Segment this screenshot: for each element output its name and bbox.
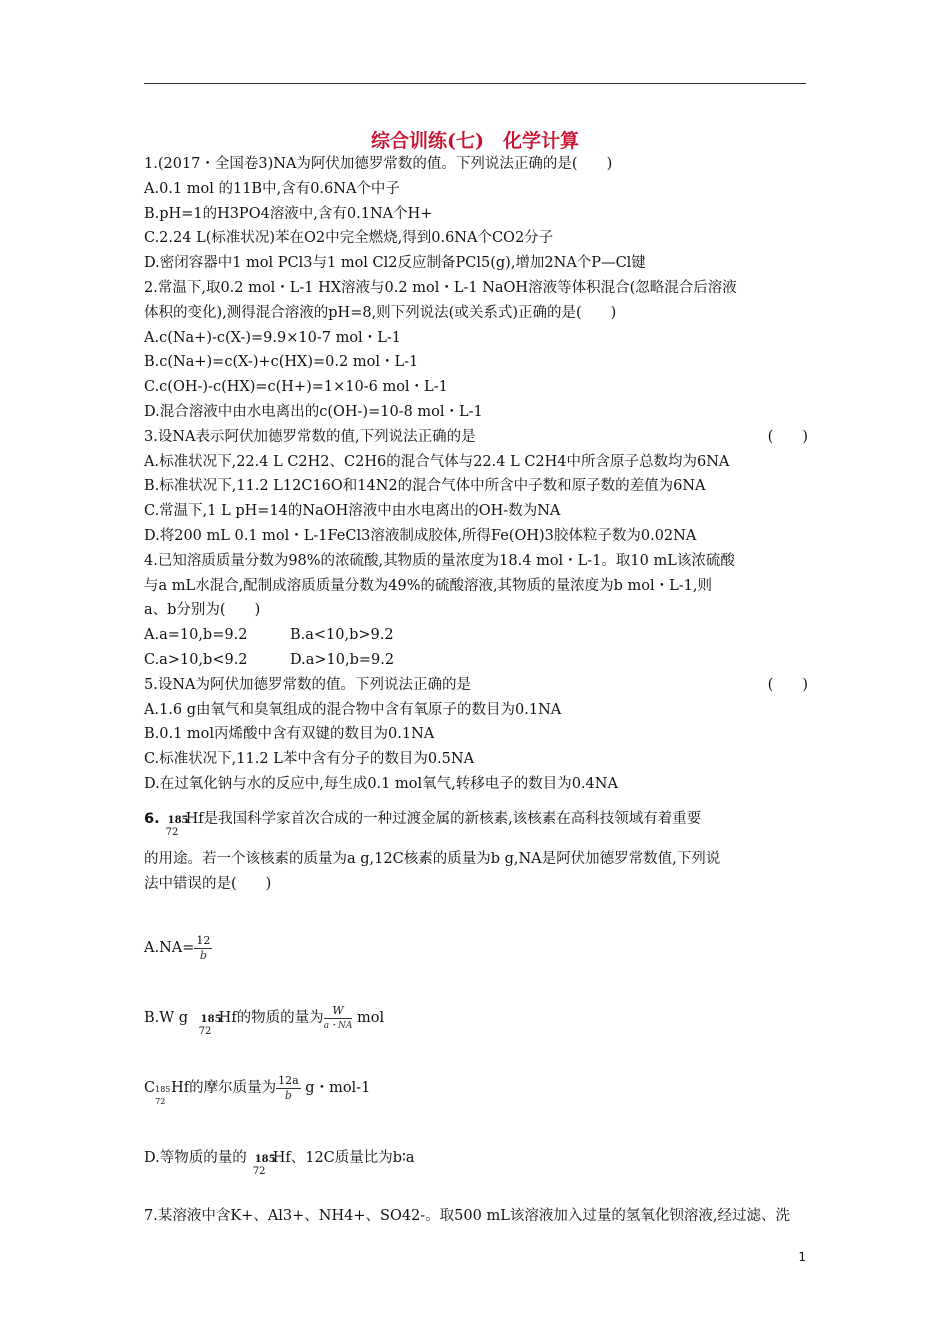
q3-answer-paren: ( ) xyxy=(767,428,808,445)
q6-stem-line1 xyxy=(144,801,808,837)
q5-option-a: A.1.6 g由氧气和臭氧组成的混合物中含有氧原子的数目为0.1NA xyxy=(144,701,562,718)
q6-option-a: A.NA= $\frac{12}{b}$ xyxy=(144,933,211,962)
q6-option-b: B.W g 185 72 Hf的物质的量为 $\frac{W}{a・NA}$ mol xyxy=(144,1003,385,1038)
document-body xyxy=(144,152,808,1232)
q4-option-b: B.a<10,b>9.2 xyxy=(290,627,394,644)
q4-options-row2 xyxy=(144,648,808,673)
q7-stem: 7.某溶液中含K+、Al3+、NH4+、SO42-。取500 mL该溶液加入过量的氢氧化钡溶液,经过滤、洗 xyxy=(144,1208,790,1225)
q5-option-b: B.0.1 mol丙烯酸中含有双键的数目为0.1NA xyxy=(144,726,435,743)
q1-option-a: A.0.1 mol 的11B中,含有0.6NA个中子 xyxy=(144,180,400,197)
q2-option-d: D.混合溶液中由水电离出的c(OH-)=10-8 mol・L-1 xyxy=(144,403,483,420)
page-number: 1 xyxy=(798,1250,806,1264)
q2-option-c: C.c(OH-)-c(HX)=c(H+)=1×10-6 mol・L-1 xyxy=(144,379,448,396)
q4-option-a: A.a=10,b=9.2 xyxy=(144,627,248,644)
q3-option-d: D.将200 mL 0.1 mol・L-1FeCl3溶液制成胶体,所得Fe(OH)3胶体粒子数为0.02NA xyxy=(144,527,697,544)
q4-stem-line2: 与a mL水混合,配制成溶质质量分数为49%的硫酸溶液,其物质的量浓度为b mol・L-1,则 xyxy=(144,577,712,594)
q4-stem-line1: 4.已知溶质质量分数为98%的浓硫酸,其物质的量浓度为18.4 mol・L-1。取10 mL该浓硫酸 xyxy=(144,552,735,569)
hf-nuclide-symbol: 185 72 xyxy=(252,1154,276,1178)
q2-stem-line2: 体积的变化),测得混合溶液的pH=8,则下列说法(或关系式)正确的是( ) xyxy=(144,304,617,321)
q6-stem-line2: 的用途。若一个该核素的质量为a g,12C核素的质量为b g,NA是阿伏加德罗常数值,下列说 xyxy=(144,850,721,867)
q3-option-c: C.常温下,1 L pH=14的NaOH溶液中由水电离出的OH-数为NA xyxy=(144,503,561,520)
q2-option-a: A.c(Na+)-c(X-)=9.9×10-7 mol・L-1 xyxy=(144,329,401,346)
q2-option-b: B.c(Na+)=c(X-)+c(HX)=0.2 mol・L-1 xyxy=(144,354,419,371)
q5-option-d: D.在过氧化钠与水的反应中,每生成0.1 mol氧气,转移电子的数目为0.4NA xyxy=(144,775,618,792)
hf-nuclide-symbol: 185 72 xyxy=(165,814,189,838)
page-title: 综合训练(七) 化学计算 xyxy=(371,130,579,152)
hf-nuclide-symbol: 185 72 xyxy=(198,1014,222,1038)
q5-answer-paren: ( ) xyxy=(767,676,808,693)
q1-option-b: B.pH=1的H3PO4溶液中,含有0.1NA个H+ xyxy=(144,205,433,222)
fraction-12-over-b: $\frac{12}{b}$ xyxy=(196,933,211,962)
q4-options-row1 xyxy=(144,623,808,648)
q5-option-c: C.标准状况下,11.2 L苯中含有分子的数目为0.5NA xyxy=(144,751,475,768)
q4-stem-line3: a、b分别为( ) xyxy=(144,602,261,619)
q5-stem: 5.设NA为阿伏加德罗常数的值。下列说法正确的是 xyxy=(144,676,471,693)
q3-stem-line xyxy=(144,425,808,450)
q3-option-b: B.标准状况下,11.2 L12C16O和14N2的混合气体中所含中子数和原子数的差值为6NA xyxy=(144,478,706,495)
q6-option-c: C 185 72 Hf的摩尔质量为 $\frac{12a}{b}$ g・mol-1 xyxy=(144,1073,371,1107)
header-rule xyxy=(144,83,806,84)
q6-option-d: D.等物质的量的 185 72 Hf、12C质量比为b∶a xyxy=(144,1150,415,1178)
q3-option-a: A.标准状况下,22.4 L C2H2、C2H6的混合气体与22.4 L C2H4中所含原子总数均为6NA xyxy=(144,453,730,470)
q1-option-d: D.密闭容器中1 mol PCl3与1 mol Cl2反应制备PCl5(g),增加2NA个P—Cl键 xyxy=(144,255,646,272)
q3-stem: 3.设NA表示阿伏加德罗常数的值,下列说法正确的是 xyxy=(144,428,476,445)
q6-stem-line3: 法中错误的是( ) xyxy=(144,875,272,892)
q4-option-d: D.a>10,b=9.2 xyxy=(290,651,395,668)
q1-stem: 1.(2017・全国卷3)NA为阿伏加德罗常数的值。下列说法正确的是( ) xyxy=(144,156,613,172)
hf-nuclide-symbol: 185 72 xyxy=(155,1085,171,1107)
q5-stem-line xyxy=(144,673,808,698)
q4-option-c: C.a>10,b<9.2 xyxy=(144,651,248,668)
q2-stem-line1: 2.常温下,取0.2 mol・L-1 HX溶液与0.2 mol・L-1 NaOH溶液等体积混合(忽略混合后溶液 xyxy=(144,279,737,296)
q6-stem-text1: Hf是我国科学家首次合成的一种过渡金属的新核素,该核素在高科技领域有着重要 xyxy=(185,810,702,827)
q1-option-c: C.2.24 L(标准状况)苯在O2中完全燃烧,得到0.6NA个CO2分子 xyxy=(144,230,554,247)
q6-number: 6. xyxy=(144,810,160,827)
fraction-w-over-a-na: $\frac{W}{a・NA}$ xyxy=(323,1003,353,1031)
fraction-12a-over-b: $\frac{12a}{b}$ xyxy=(278,1073,299,1102)
